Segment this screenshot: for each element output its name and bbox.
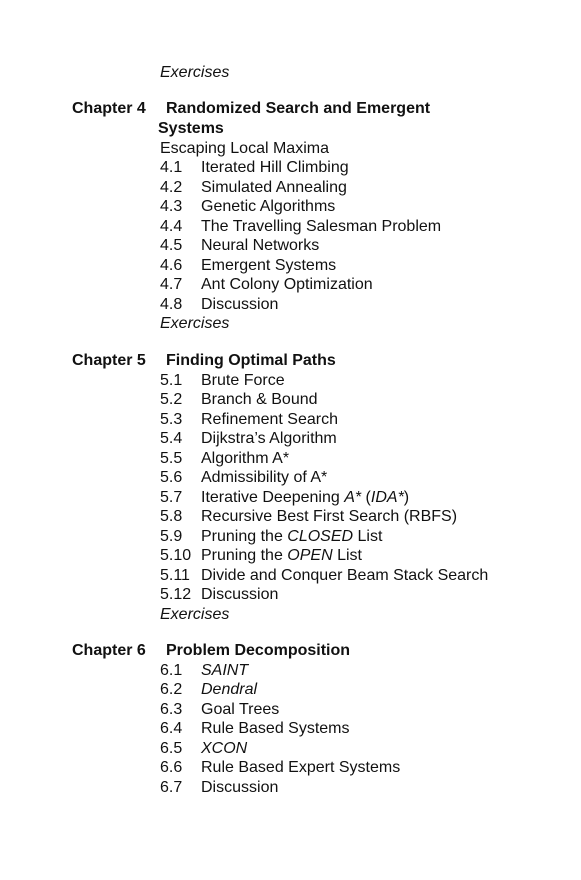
section-title: Dendral bbox=[201, 681, 258, 698]
section-title-text: List bbox=[353, 528, 383, 545]
section-number: 6.2 bbox=[160, 681, 183, 698]
section-number: 6.1 bbox=[160, 662, 183, 679]
section-title: Recursive Best First Search (RBFS) bbox=[201, 508, 458, 525]
section-title bbox=[201, 488, 409, 508]
chapter-4-label: Chapter 4 bbox=[72, 100, 146, 117]
exercises-line: Exercises bbox=[160, 315, 230, 332]
section-title: Iterated Hill Climbing bbox=[201, 159, 349, 176]
section-title: Divide and Conquer Beam Stack Search bbox=[201, 567, 489, 584]
section-number: 6.7 bbox=[160, 779, 183, 796]
section-number: 6.3 bbox=[160, 701, 183, 718]
section-title: The Travelling Salesman Problem bbox=[201, 218, 442, 235]
section-number: 5.12 bbox=[160, 586, 192, 603]
section-title: Admissibility of A* bbox=[201, 469, 328, 486]
section-title: Neural Networks bbox=[201, 237, 320, 254]
section-title: Discussion bbox=[201, 586, 279, 603]
section-title: Goal Trees bbox=[201, 701, 280, 718]
section-title-text: Pruning the bbox=[201, 547, 288, 564]
section-title: Ant Colony Optimization bbox=[201, 276, 373, 293]
section-number: 6.5 bbox=[160, 740, 183, 757]
section-title: Algorithm A* bbox=[201, 450, 290, 467]
section-title: Rule Based Expert Systems bbox=[201, 759, 401, 776]
section-number: 4.1 bbox=[160, 159, 183, 176]
section-number: 4.6 bbox=[160, 257, 183, 274]
section-number: 5.7 bbox=[160, 489, 183, 506]
section-number: 5.4 bbox=[160, 430, 183, 447]
section-title-italic: A* bbox=[344, 489, 362, 506]
section-number: 5.1 bbox=[160, 372, 183, 389]
section-title: Simulated Annealing bbox=[201, 179, 347, 196]
section-title-text: List bbox=[332, 547, 362, 564]
chapter-5-title: Finding Optimal Paths bbox=[166, 352, 336, 369]
chapter-4-title: Randomized Search and Emergent bbox=[166, 100, 431, 117]
section-number: 5.9 bbox=[160, 528, 183, 545]
section-number: 5.2 bbox=[160, 391, 183, 408]
section-title: Genetic Algorithms bbox=[201, 198, 336, 215]
chapter-4-intro: Escaping Local Maxima bbox=[160, 140, 329, 157]
section-title: Branch & Bound bbox=[201, 391, 318, 408]
section-number: 4.4 bbox=[160, 218, 183, 235]
section-title-text: ( bbox=[361, 489, 371, 506]
section-number: 5.10 bbox=[160, 547, 192, 564]
section-title: Discussion bbox=[201, 779, 279, 796]
chapter-5-label: Chapter 5 bbox=[72, 352, 146, 369]
section-number: 4.3 bbox=[160, 198, 183, 215]
exercises-line: Exercises bbox=[160, 606, 230, 623]
chapter-4-title-continued: Systems bbox=[158, 120, 224, 137]
section-title: Rule Based Systems bbox=[201, 720, 350, 737]
section-title bbox=[201, 546, 362, 566]
section-title: Discussion bbox=[201, 296, 279, 313]
section-number: 4.2 bbox=[160, 179, 183, 196]
section-number: 5.5 bbox=[160, 450, 183, 467]
section-number: 4.5 bbox=[160, 237, 183, 254]
section-number: 4.7 bbox=[160, 276, 183, 293]
section-title: Dijkstra’s Algorithm bbox=[201, 430, 337, 447]
section-number: 6.4 bbox=[160, 720, 183, 737]
section-number: 4.8 bbox=[160, 296, 183, 313]
section-title: XCON bbox=[201, 740, 248, 757]
section-title-italic: CLOSED bbox=[287, 528, 354, 545]
section-title-italic: IDA* bbox=[370, 489, 404, 506]
section-number: 5.3 bbox=[160, 411, 183, 428]
section-title bbox=[201, 527, 382, 547]
section-number: 5.8 bbox=[160, 508, 183, 525]
section-title-text: Pruning the bbox=[201, 528, 288, 545]
section-number: 5.11 bbox=[160, 567, 190, 584]
chapter-6-title: Problem Decomposition bbox=[166, 642, 351, 659]
exercises-line: Exercises bbox=[160, 64, 230, 81]
section-title: Brute Force bbox=[201, 372, 285, 389]
section-title-text: ) bbox=[403, 489, 410, 506]
chapter-6-label: Chapter 6 bbox=[72, 642, 146, 659]
section-number: 5.6 bbox=[160, 469, 183, 486]
section-title: SAINT bbox=[201, 662, 249, 679]
section-title: Refinement Search bbox=[201, 411, 338, 428]
section-title: Emergent Systems bbox=[201, 257, 337, 274]
section-title-text: Iterative Deepening bbox=[201, 489, 345, 506]
section-number: 6.6 bbox=[160, 759, 183, 776]
section-title-italic: OPEN bbox=[287, 547, 333, 564]
